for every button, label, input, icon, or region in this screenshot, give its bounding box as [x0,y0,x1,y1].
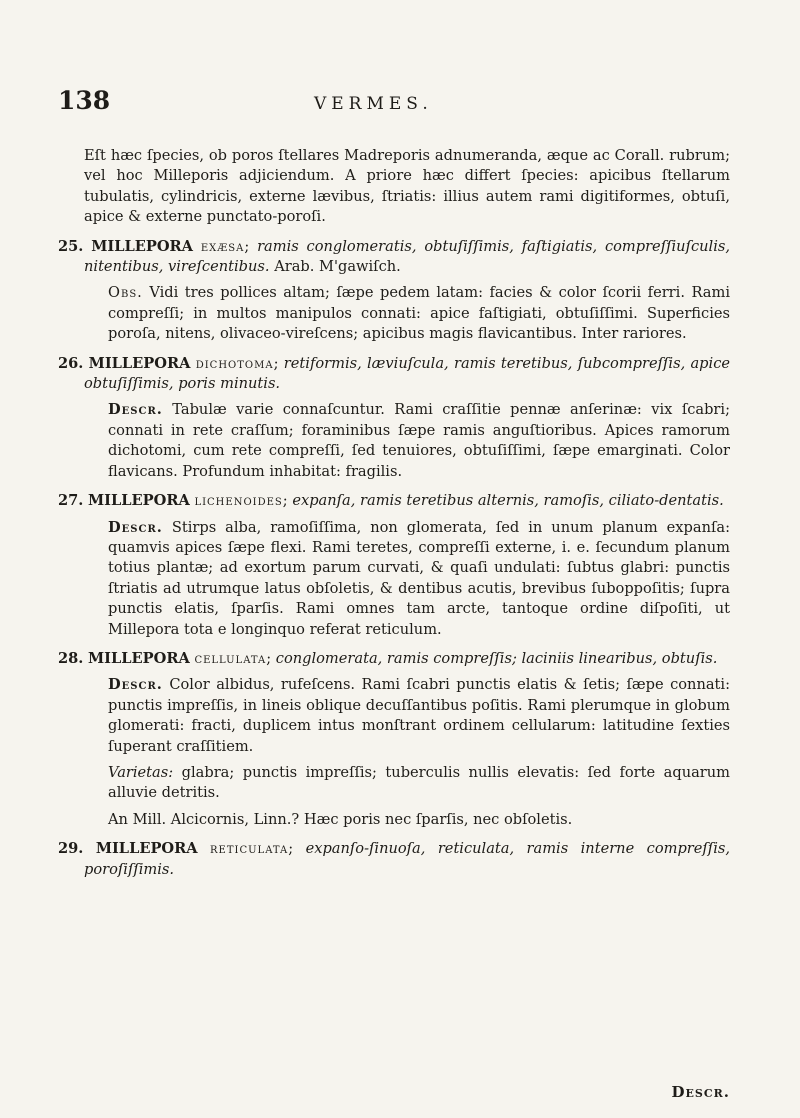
species-name: cellulata [194,649,267,667]
obs-label: Obs. [108,284,143,302]
running-title: VERMES. [314,94,433,114]
varietas-text: glabra; punctis impreſſis; tuberculis nullis elevatis: ſed forte aquarum alluvie detritis. [108,763,731,802]
arabic-name: Arab. M'gawiſch. [274,258,401,276]
descr-label: Descr. [108,676,163,694]
genus-name: MILLEPORA [88,492,190,510]
page-header [58,86,730,120]
genus-name: MILLEPORA [88,354,191,372]
genus-name: MILLEPORA [91,237,193,255]
entry-28: 28. MILLEPORA cellulata; conglomerata, ramis compreſſis; laciniis linearibus, obtuſis. Descr. Color albidus, rufeſcens. Rami ſcabri punctis elatis & ſetis; ſæpe connati: punctis impreſſis, in lineis oblique decuſſantibus poſitis. Rami plerumque in globum glomerati: fracti, duplicem intus monſtrant ordinem cellularum: latitudine ſexties ſuperant craſſitiem. Varietas: glabra; punctis impreſſis; tuberculis nullis elevatis: ſed forte aquarum alluvie detritis. An Mill. Alcicornis, Linn.? Hæc poris nec ſparſis, nec obſoletis. [84,649,730,830]
species-name: exæsa [200,237,245,255]
diagnosis: conglomerata, ramis compreſſis; laciniis linearibus, obtuſis. [275,649,718,667]
species-name: lichenoides [194,492,283,510]
varietas-label: Varietas: [108,763,174,781]
entry-number: 26. [58,354,84,372]
diagnosis: expanſo-ſinuoſa, reticulata, ramis interne compreſſis, poroſiſſimis. [84,840,730,878]
intro-paragraph: Eſt hæc ſpecies, ob poros ſtellares Madreporis adnumeranda, æque ac Corall. rubrum; vel hoc Milleporis adjiciendum. A priore hæc differt ſpecies: apicibus ſtellarum tubulatis, cylindricis, externe lævibus, ſtriatis: illius autem rami digitiformes, obtuſi, apice & externe punctato-poroſi. [84,147,730,226]
species-name: dichotoma [195,354,274,372]
diagnosis: expanſa, ramis teretibus alternis, ramoſis, ciliato-dentatis. [292,492,724,510]
entry-25: 25. MILLEPORA exæsa; ramis conglomeratis, obtuſiſſimis, faſtigiatis, compreſſiuſculis, nitentibus, vireſcentibus. Arab. M'gawiſch. Obs. Vidi tres pollices altam; ſæpe pedem latam: facies & color ſcorii ferri. Rami compreſſi; in multos manipulos connati: apice faſtigiati, obtuſiſſimi. Superficies poroſa, nitens, olivaceo-vireſcens; apicibus magis flavicantibus. Inter rariores. [58,237,731,343]
diagnosis: retiformis, læviuſcula, ramis teretibus, ſubcompreſſis, apice obtuſiſſimis, poris minutis. [84,354,731,393]
page-body [58,146,731,880]
genus-name: MILLEPORA [95,840,198,858]
entry-29: 29. MILLEPORA reticulata; expanſo-ſinuoſa, reticulata, ramis interne compreſſis, poroſiſſimis. [58,840,730,878]
genus-name: MILLEPORA [88,649,190,667]
diagnosis: ramis conglomeratis, obtuſiſſimis, faſtigiatis, compreſſiuſculis, nitentibus, vireſcentibus. [84,237,731,276]
entry-27: 27. MILLEPORA lichenoides; expanſa, ramis teretibus alternis, ramoſis, ciliato-dentatis. Descr. Stirps alba, ramoſiſſima, non glomerata, ſed in unum planum expanſa: quamvis apices ſæpe flexi. Rami teretes, compreſſi externe, i. e. ſecundum planum totius plantæ; ad exortum parum curvati, & quaſi undulati: ſubtus glabri: punctis ſtriatis ad utrumque latus obſoletis, & dentibus acutis, brevibus ſuboppoſitis; ſupra punctis elatis, ſparſis. Rami omnes tam arcte, tantoque ordine diſpoſiti, ut Millepora tota e longinquo referat reticulum. [58,492,730,638]
query-note: An Mill. Alcicornis, Linn.? Hæc poris nec ſparſis, nec obſoletis. [108,810,573,828]
entry-number: 28. [58,649,84,667]
entry-26: 26. MILLEPORA dichotoma; retiformis, læviuſcula, ramis teretibus, ſubcompreſſis, apice obtuſiſſimis, poris minutis. Descr. Tabulæ varie connaſcuntur. Rami craſſitie pennæ anſerinæ: vix ſcabri; connati in rete craſſum; foraminibus ſæpe ramis anguſtioribus. Apices ramorum dichotomi, cum rete compreſſi, ſed tenuiores, obtuſiſſimi, ſæpe emarginati. Color flavicans. Profundum inhabitat: fragilis. [58,354,731,480]
page-number: 138 [58,86,111,115]
descr-text: Stirps alba, ramoſiſſima, non glomerata, ſed in unum planum expanſa: quamvis apices ſæpe flexi. Rami teretes, compreſſi externe, i. e. ſecundum planum totius plantæ; ad exortum parum curvati, & quaſi undulati: ſubtus glabri: punctis ſtriatis ad utrumque latus obſoletis, & dentibus acutis, brevibus ſuboppoſitis; ſupra punctis elatis, ſparſis. Rami omnes tam arcte, tantoque ordine diſpoſiti, ut Millepora tota e longinquo referat reticulum. [108,518,730,638]
entry-number: 25. [58,237,84,255]
catchword: Descr. [671,1083,730,1101]
species-name: reticulata [210,840,289,858]
descr-text: Color albidus, rufeſcens. Rami ſcabri punctis elatis & ſetis; ſæpe connati: punctis impreſſis, in lineis oblique decuſſantibus poſitis. Rami plerumque in globum glomerati: fracti, duplicem intus monſtrant ordinem cellularum: latitudine ſexties ſuperant craſſitiem. [108,676,731,755]
descr-text: Tabulæ varie connaſcuntur. Rami craſſitie pennæ anſerinæ: vix ſcabri; connati in rete craſſum; foraminibus ſæpe ramis anguſtioribus. Apices ramorum dichotomi, cum rete compreſſi, ſed tenuiores, obtuſiſſimi, ſæpe emarginati. Color flavicans. Profundum inhabitat: fragilis. [108,401,730,480]
entry-number: 29. [58,840,84,858]
descr-label: Descr. [108,401,163,419]
descr-label: Descr. [108,518,163,536]
obs-text: Vidi tres pollices altam; ſæpe pedem latam: facies & color ſcorii ferri. Rami compreſſi; in multos manipulos connati: apice faſtigiati, obtuſiſſimi. Superficies poroſa, nitens, olivaceo-vireſcens; apicibus magis flavicantibus. Inter rariores. [108,284,730,343]
entry-number: 27. [58,492,84,510]
